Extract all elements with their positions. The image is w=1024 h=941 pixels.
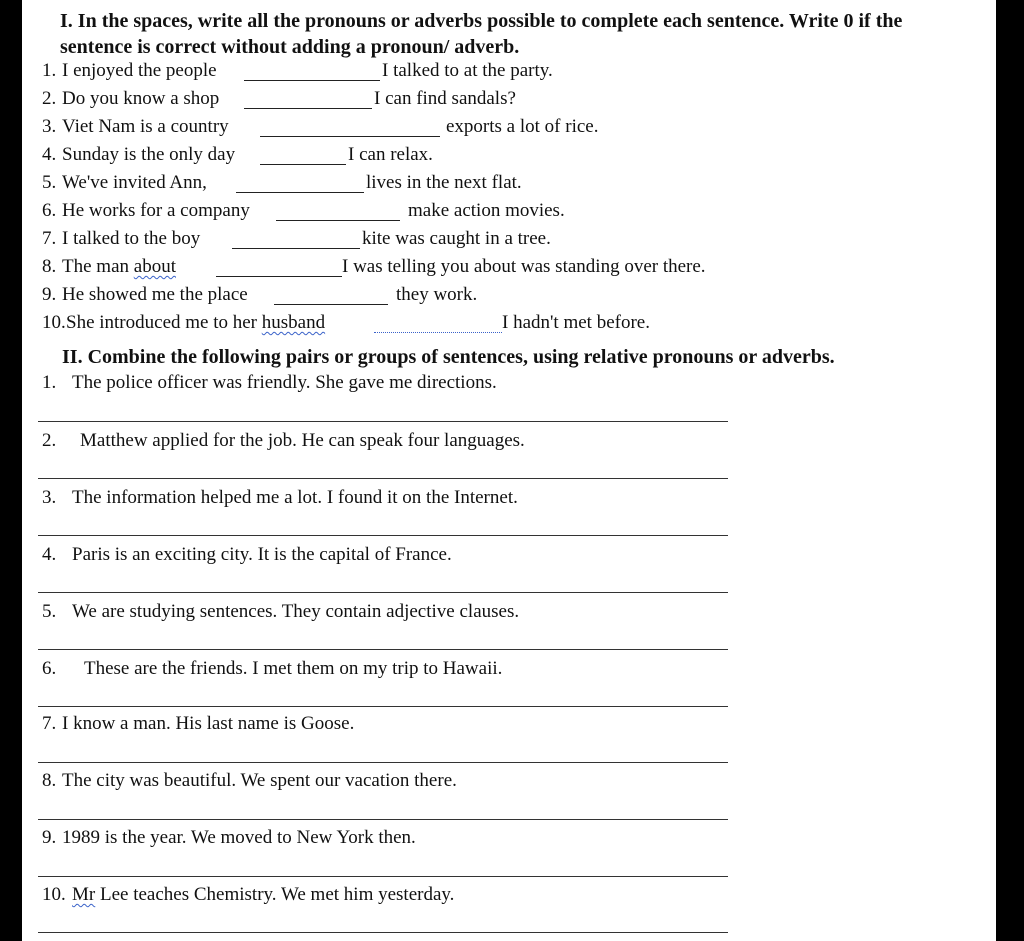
- item-text-before: I talked to the boy: [62, 228, 201, 249]
- item-text-after: I can find sandals?: [374, 88, 516, 109]
- item-number: 8.: [42, 256, 57, 277]
- item-number: 6.: [42, 658, 57, 679]
- answer-blank[interactable]: [232, 248, 360, 249]
- item-sentences: I know a man. His last name is Goose.: [62, 713, 355, 734]
- item-number: 1.: [42, 372, 57, 393]
- answer-line[interactable]: [38, 535, 728, 536]
- answer-blank[interactable]: [276, 220, 400, 221]
- answer-line[interactable]: [38, 819, 728, 820]
- item-text-before: We've invited Ann,: [62, 172, 207, 193]
- item-number: 7.: [42, 228, 57, 249]
- item-text-after: kite was caught in a tree.: [362, 228, 551, 249]
- answer-line[interactable]: [38, 478, 728, 479]
- item-number: 5.: [42, 601, 57, 622]
- item-text-after: they work.: [396, 284, 478, 305]
- spellcheck-marked-word: about: [133, 256, 176, 277]
- answer-line[interactable]: [38, 421, 728, 422]
- item-number: 9.: [42, 827, 57, 848]
- item-number: 3.: [42, 487, 57, 508]
- item-number: 9.: [42, 284, 57, 305]
- worksheet-page: [22, 0, 996, 941]
- spellcheck-marked-word: husband: [261, 312, 326, 333]
- item-text-plain: The man: [62, 256, 134, 277]
- answer-blank[interactable]: [236, 192, 364, 193]
- item-number: 2.: [42, 88, 57, 109]
- item-text-after: make action movies.: [408, 200, 565, 221]
- item-text-plain: She introduced me to her: [66, 312, 262, 333]
- item-number: 6.: [42, 200, 57, 221]
- item-text-after: I hadn't met before.: [502, 312, 650, 333]
- item-number: 1.: [42, 60, 57, 81]
- item-sentences: 1989 is the year. We moved to New York then.: [62, 827, 416, 848]
- answer-blank[interactable]: [274, 304, 388, 305]
- answer-line[interactable]: [38, 649, 728, 650]
- item-number: 10.: [42, 312, 66, 333]
- part2-heading: II. Combine the following pairs or groups of sentences, using relative pronouns or adverbs.: [62, 346, 835, 368]
- answer-blank[interactable]: [216, 276, 342, 277]
- item-sentences: Paris is an exciting city. It is the capital of France.: [72, 544, 452, 565]
- item-text-before: Do you know a shop: [62, 88, 220, 109]
- item-sentences: These are the friends. I met them on my trip to Hawaii.: [84, 658, 503, 679]
- answer-blank[interactable]: [260, 136, 440, 137]
- item-sentences: Matthew applied for the job. He can speak four languages.: [80, 430, 525, 451]
- item-text-after: I was telling you about was standing over there.: [342, 256, 706, 277]
- item-number: 3.: [42, 116, 57, 137]
- item-text-before: I enjoyed the people: [62, 60, 217, 81]
- item-number: 2.: [42, 430, 57, 451]
- item-text-before: Sunday is the only day: [62, 144, 236, 165]
- spellcheck-marked-word: Mr: [72, 884, 96, 905]
- answer-line[interactable]: [38, 592, 728, 593]
- answer-line[interactable]: [38, 876, 728, 877]
- item-number: 4.: [42, 144, 57, 165]
- answer-blank[interactable]: [244, 108, 372, 109]
- item-sentences: The police officer was friendly. She gave me directions.: [72, 372, 497, 393]
- item-text-after: I can relax.: [348, 144, 433, 165]
- answer-line[interactable]: [38, 932, 728, 933]
- item-number: 8.: [42, 770, 57, 791]
- item-text-before: Viet Nam is a country: [62, 116, 229, 137]
- item-sentences: The information helped me a lot. I found it on the Internet.: [72, 487, 518, 508]
- item-number: 10.: [42, 884, 66, 905]
- answer-blank[interactable]: [374, 332, 502, 333]
- item-number: 4.: [42, 544, 57, 565]
- item-text-before: [66, 312, 325, 334]
- item-text-plain: Lee teaches Chemistry. We met him yesterday.: [95, 884, 455, 905]
- item-text-before: [62, 256, 176, 278]
- item-text-after: lives in the next flat.: [366, 172, 522, 193]
- answer-line[interactable]: [38, 706, 728, 707]
- item-text-before: He showed me the place: [62, 284, 248, 305]
- answer-blank[interactable]: [260, 164, 346, 165]
- answer-line[interactable]: [38, 762, 728, 763]
- item-sentences: We are studying sentences. They contain adjective clauses.: [72, 601, 520, 622]
- item-text-after: exports a lot of rice.: [446, 116, 599, 137]
- item-text-before: He works for a company: [62, 200, 250, 221]
- item-sentences: The city was beautiful. We spent our vacation there.: [62, 770, 457, 791]
- item-number: 7.: [42, 713, 57, 734]
- item-sentences: [72, 884, 454, 906]
- part1-heading-line1: I. In the spaces, write all the pronouns or adverbs possible to complete each sentence. Write 0 if the: [60, 10, 903, 32]
- item-number: 5.: [42, 172, 57, 193]
- answer-blank[interactable]: [244, 80, 380, 81]
- item-text-after: I talked to at the party.: [382, 60, 553, 81]
- part1-heading-line2: sentence is correct without adding a pronoun/ adverb.: [60, 36, 520, 58]
